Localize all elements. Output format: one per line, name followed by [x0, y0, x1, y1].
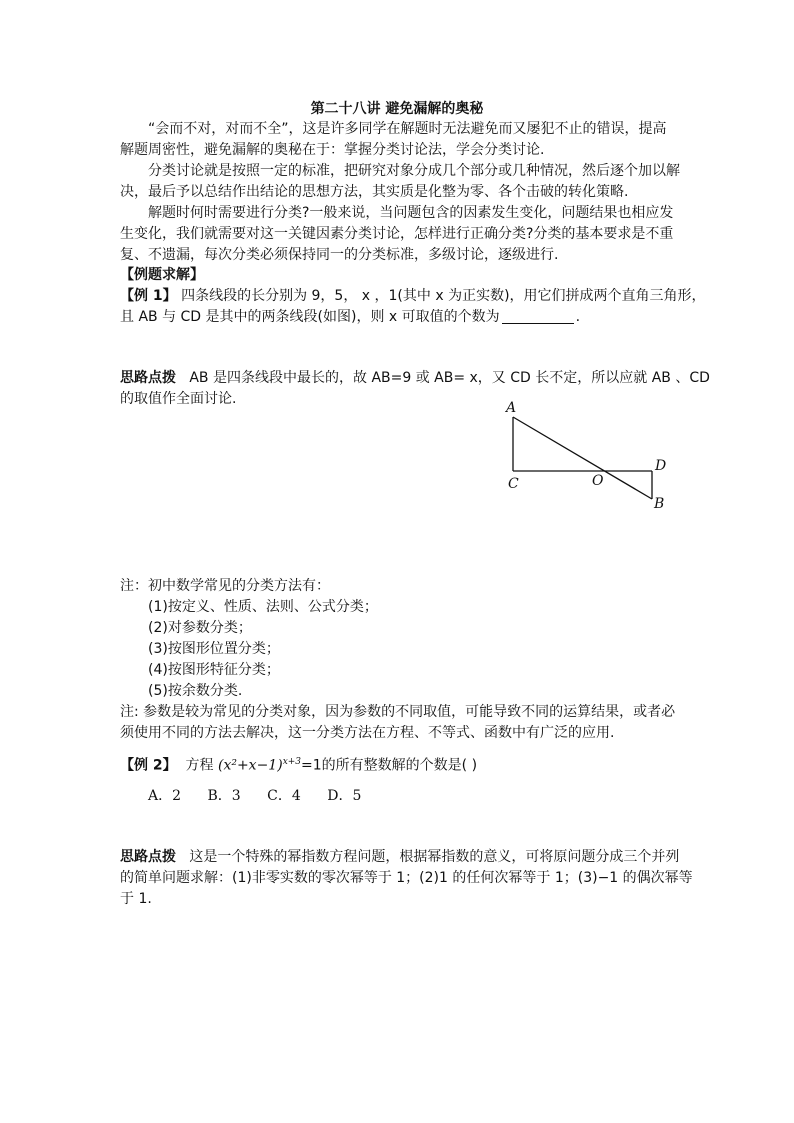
hint-1-line-2: 的取值作全面讨论. [120, 391, 237, 407]
answer-blank[interactable] [502, 309, 574, 324]
hint-2-line-1 [120, 847, 680, 868]
intro-line-1: “会而不对，对而不全”，这是许多同学在解题时无法避免而又屡犯不止的错误，提高 [148, 121, 667, 137]
note-2-line-2: 须使用不同的方法去解决，这一分类方法在方程、不等式、函数中有广泛的应用. [120, 725, 615, 741]
example-2-options [148, 786, 708, 807]
label-O: O [592, 473, 604, 489]
intro-line-2: 解题周密性，避免漏解的奥秘在于：掌握分类讨论法，学会分类讨论. [120, 142, 545, 158]
intro-line-4: 决，最后予以总结作出结论的思想方法，其实质是化整为零、各个击破的转化策略. [120, 184, 629, 200]
hint-2-label: 思路点拨 [120, 849, 176, 865]
hint-1-text: AB 是四条线段中最长的，故 AB=9 或 AB= x，又 CD 长不定，所以应就 AB 、CD [189, 370, 710, 386]
example-1-label: 【例 1】 [120, 288, 177, 304]
hint-2-line-2: 的简单问题求解：(1)非零实数的零次幂等于 1；(2)1 的任何次幂等于 1；(3)−1 的偶次幂等 [120, 870, 693, 886]
hint-1-line-1 [120, 368, 710, 389]
intro-line-7: 复、不遗漏，每次分类必须保持同一的分类标准，多级讨论，逐级进行. [120, 247, 559, 263]
option-b[interactable]: B．3 [207, 788, 241, 804]
label-B: B [654, 496, 665, 512]
hint-2-text: 这是一个特殊的幂指数方程问题，根据幂指数的意义，可将原问题分成三个并列 [189, 849, 680, 865]
example-1-line-2 [120, 307, 680, 328]
section-heading: 【例题求解】 [120, 267, 204, 283]
example-2-suffix: =1的所有整数解的个数是( ) [301, 757, 478, 774]
note-item-5: (5)按余数分类. [148, 683, 243, 699]
example-2-label: 【例 2】 [120, 757, 177, 774]
example-1-text-2: 且 AB 与 CD 是其中的两条线段(如图)，则 x 可取值的个数为 [120, 309, 500, 325]
label-D: D [655, 458, 667, 474]
intro-line-3: 分类讨论就是按照一定的标准，把研究对象分成几个部分或几种情况，然后逐个加以解 [148, 163, 680, 179]
hint-1-label: 思路点拨 [120, 370, 176, 386]
page-title: 第二十八讲 避免漏解的奥秘 [310, 101, 484, 117]
equation-base: (x²+x−1) [217, 757, 283, 774]
geometry-figure [500, 395, 680, 515]
note-item-1: (1)按定义、性质、法则、公式分类； [148, 599, 378, 615]
example-1-line-1 [120, 286, 706, 307]
note-2-line-1: 注: 参数是较为常见的分类对象，因为参数的不同取值，可能导致不同的运算结果，或者必 [120, 704, 676, 720]
note-item-2: (2)对参数分类； [148, 620, 252, 636]
option-c[interactable]: C．4 [267, 788, 301, 804]
segment-AB [513, 417, 652, 499]
equation-exponent: x+3 [282, 757, 302, 767]
intro-line-5: 解题时何时需要进行分类?一般来说，当问题包含的因素发生变化，问题结果也相应发 [148, 205, 674, 221]
example-1-period: . [575, 309, 581, 325]
label-A: A [506, 400, 517, 416]
intro-line-6: 生变化，我们就需要对这一关键因素分类讨论，怎样进行正确分类?分类的基本要求是不重 [120, 226, 674, 242]
notes-heading: 注：初中数学常见的分类方法有： [120, 578, 330, 594]
option-d[interactable]: D．5 [327, 788, 362, 804]
note-item-4: (4)按图形特征分类； [148, 662, 280, 678]
hint-2-line-3: 于 1. [120, 891, 152, 907]
label-C: C [508, 476, 519, 492]
example-2-line [120, 752, 680, 777]
example-1-text: 四条线段的长分别为 9，5， x ，1(其中 x 为正实数)，用它们拼成两个直角三角形， [181, 288, 706, 304]
note-item-3: (3)按图形位置分类； [148, 641, 280, 657]
option-a[interactable]: A．2 [148, 788, 182, 804]
example-2-prefix: 方程 [185, 757, 214, 774]
